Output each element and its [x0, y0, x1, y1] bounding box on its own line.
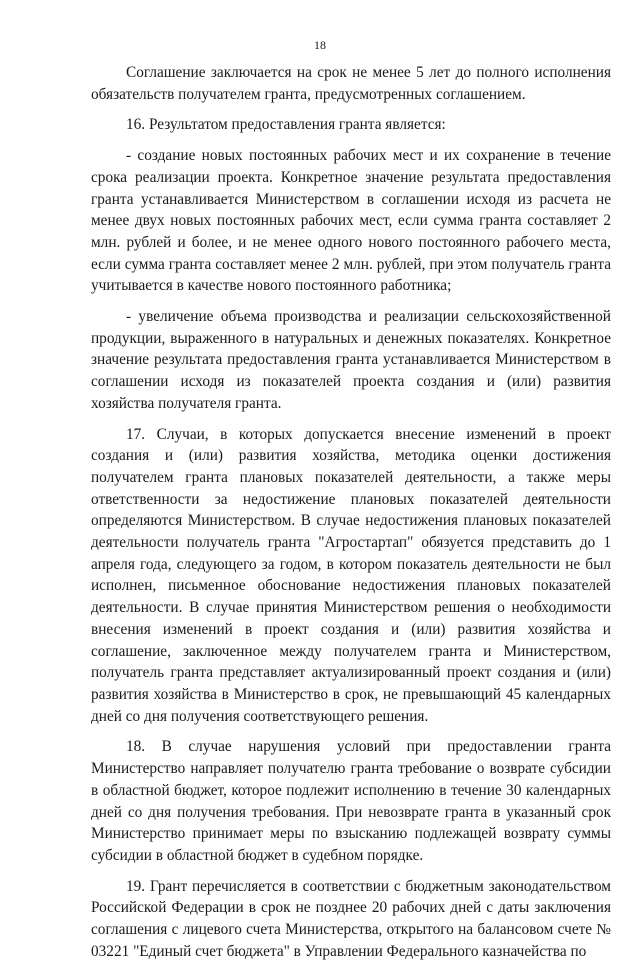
paragraph-19: 19. Грант перечисляется в соответствии с бюджетным законодательством Российской Федерации в срок не позднее 20 рабочих дней с даты заключения соглашения с лицевого счета Министерства, открытого на балансовом счете № 03221 "Единый счет бюджета" в Управлении Федерального казначейства по [91, 877, 611, 960]
paragraph-17: 17. Случаи, в которых допускается внесение изменений в проект создания и (или) развития хозяйства, методика оценки достижения получателем гранта плановых показателей деятельности, а также меры ответственности за недостижение плановых показателей деятельности определяются Министерством. В случае недостижения плановых показателей деятельности получатель гранта "Агростартап" обязуется представить до 1 апреля года, следующего за годом, в котором показатель деятельности не был исполнен, письменное обоснование недостижения плановых показателей деятельности. В случае принятия Министерством решения о необходимости внесения изменений в проект создания и (или) развития хозяйства и соглашение, заключенное между получателем гранта и Министерством, получатель гранта представляет актуализированный проект создания и (или) развития хозяйства в Министерство в срок, не превышающий 45 календарных дней со дня получения соответствующего решения. [91, 425, 611, 725]
document-body [91, 62, 611, 962]
paragraph-16-production: - увеличение объема производства и реализации сельскохозяйственной продукции, выраженного в натуральных и денежных показателях. Конкретное значение результата предоставления гранта устанавливается Министерством в соглашении исходя из показателей проекта создания и (или) развития хозяйства получателя гранта. [91, 308, 611, 412]
paragraph-18: 18. В случае нарушения условий при предоставлении гранта Министерство направляет получателю гранта требование о возврате субсидии в областной бюджет, которое подлежит исполнению в течение 30 календарных дней со дня получения требования. При невозврате гранта в указанный срок Министерство принимает меры по взысканию подлежащей возврату суммы субсидии в областной бюджет в судебном порядке. [91, 738, 611, 864]
paragraph-16-heading: 16. Результатом предоставления гранта является: [126, 116, 446, 134]
page-number: 18 [314, 38, 326, 52]
paragraph-agreement-term: Соглашение заключается на срок не менее 5 лет до полного исполнения обязательств получателем гранта, предусмотренных соглашением. [91, 64, 611, 103]
paragraph-16-jobs: - создание новых постоянных рабочих мест и их сохранение в течение срока реализации проекта. Конкретное значение результата предоставления гранта устанавливается Министерством в соглашении исходя из расчета не менее двух новых постоянных рабочих мест, если сумма гранта составляет 2 млн. рублей и более, и не менее одного нового постоянного рабочего места, если сумма гранта составляет менее 2 млн. рублей, при этом получатель гранта учитывается в качестве нового постоянного работника; [91, 147, 611, 295]
